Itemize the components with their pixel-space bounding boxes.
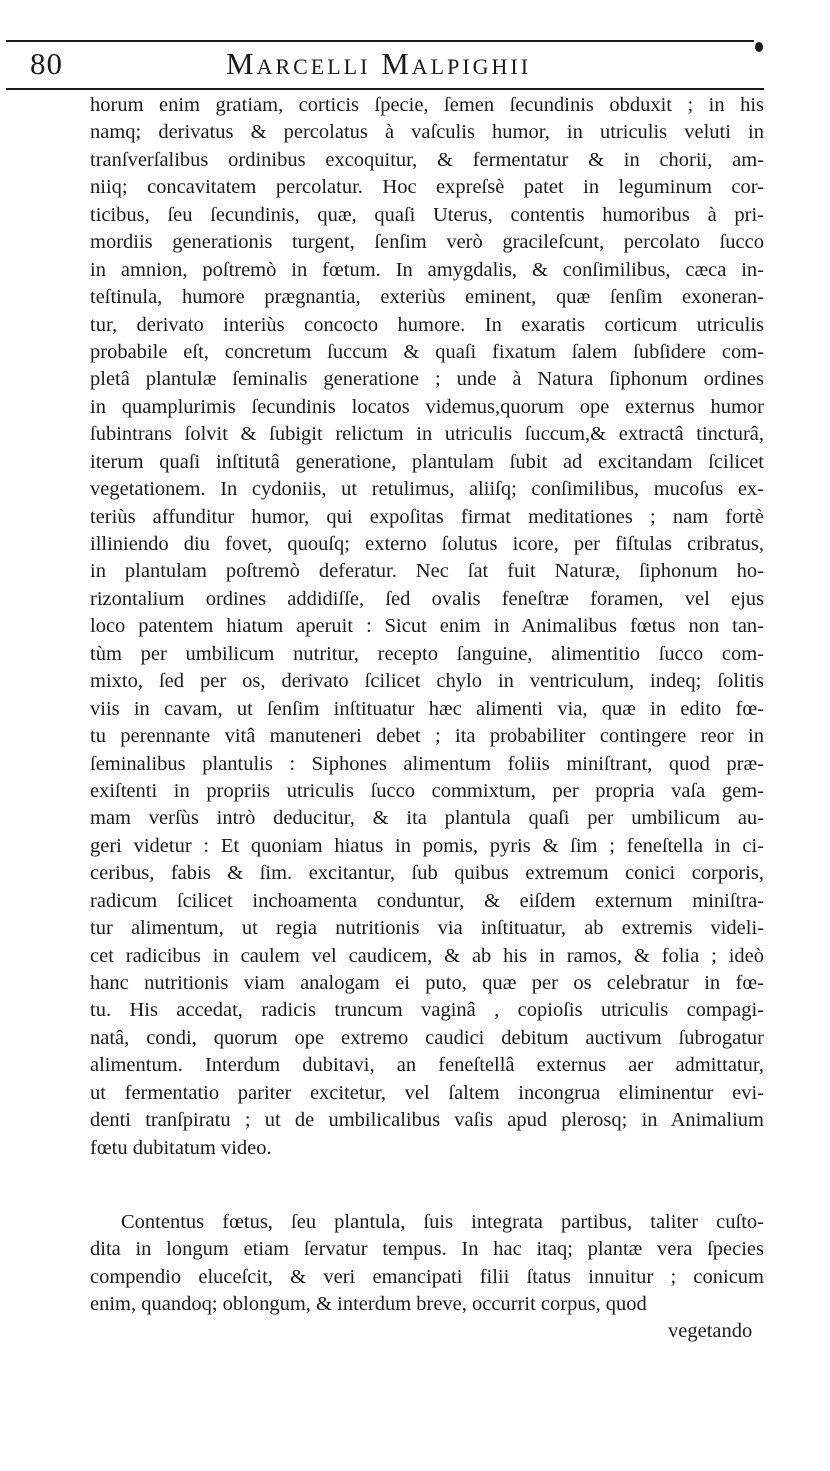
text-line: ſubintrans ſolvit & ſubigit relictum in utriculis ſuccum,& extractâ tincturâ, xyxy=(90,423,764,446)
ink-spot xyxy=(755,42,763,52)
text-line: in plantulam poſtremò deferatur. Nec ſat fuit Naturæ, ſiphonum ho- xyxy=(90,560,764,583)
text-line: tu perennante vitâ manuteneri debet ; ita probabiliter contingere reor in xyxy=(90,725,764,748)
text-line: mam verſùs intrò deducitur, & ita plantula quaſi per umbilicum au- xyxy=(90,807,764,830)
text-line: illiniendo diu fovet, quouſq; externo ſolutus icore, per fiſtulas cribratus, xyxy=(90,533,764,555)
text-line: in amnion, poſtremò in fœtum. In amygdalis, & conſimilibus, cæca in- xyxy=(90,258,764,281)
text-line: mordiis generationis turgent, ſenſim verò gracileſcunt, percolato ſucco xyxy=(90,231,764,254)
running-head: Marcelli Malpighii xyxy=(226,46,532,81)
text-line: geri videtur : Et quoniam hiatus in pomis, pyris & ſim ; feneſtella in ci- xyxy=(90,834,764,857)
text-line: tur alimentum, ut regia nutritionis via inſtituatur, ab extremis videli- xyxy=(90,917,764,940)
text-line: fœtu dubitatum video. xyxy=(90,1136,272,1159)
text-line: ſeminalibus plantulis : Siphones alimentum foliis miniſtrant, quod præ- xyxy=(90,752,764,775)
text-line: cet radicibus in caulem vel caudicem, & ab his in ramos, & folia ; ideò xyxy=(90,944,764,967)
text-line: horum enim gratiam, corticis ſpecie, ſemen ſecundinis obduxit ; in his xyxy=(90,94,764,116)
text-line: tùm per umbilicum nutritur, recepto ſanguine, alimentitio ſucco com- xyxy=(90,642,764,665)
header-rule-top xyxy=(6,40,754,42)
text-line: pletâ plantulæ ſeminalis generatione ; unde à Natura ſiphonum ordines xyxy=(90,368,764,391)
text-line: Contentus fœtus, ſeu plantula, ſuis integrata partibus, taliter cuſto- xyxy=(121,1211,764,1233)
text-line: viis in cavam, ut ſenſim inſtituatur hæc alimenti via, quæ in edito fœ- xyxy=(90,697,764,720)
text-line: namq; derivatus & percolatus à vaſculis humor, in utriculis veluti in xyxy=(90,121,764,144)
paragraph-1 xyxy=(90,92,764,1162)
text-line: ceribus, fabis & ſim. excitantur, ſub quibus extremum conici corporis, xyxy=(90,862,764,885)
text-line: dita in longum etiam ſervatur tempus. In hac itaq; plantæ vera ſpecies xyxy=(90,1238,764,1261)
text-line: iterum quaſi inſtitutâ generatione, plantulam ſubit ad excitandam ſcilicet xyxy=(90,450,764,473)
text-line: compendio eluceſcit, & veri emancipati filii ſtatus innuitur ; conicum xyxy=(90,1265,764,1288)
text-line: ut fermentatio pariter excitetur, vel ſaltem incongrua eliminentur evi- xyxy=(90,1081,764,1104)
text-line: probabile eſt, concretum ſuccum & quaſi fixatum ſalem ſubſidere com- xyxy=(90,340,764,363)
text-line: natâ, condi, quorum ope extremo caudici debitum auctivum ſubrogatur xyxy=(90,1026,764,1049)
text-line: enim, quandoq; oblongum, & interdum breve, occurrit corpus, quod xyxy=(90,1293,647,1316)
text-line: tranſverſalibus ordinibus excoquitur, & fermentatur & in chorii, am- xyxy=(90,148,764,171)
header-rule-bottom xyxy=(6,88,764,90)
text-line: alimentum. Interdum dubitavi, an feneſtellâ externus aer admittatur, xyxy=(90,1054,764,1077)
text-line: rizontalium ordines addidiſſe, ſed ovalis feneſtræ foramen, vel ejus xyxy=(90,587,764,610)
text-line: mixto, ſed per os, derivato ſcilicet chylo in ventriculum, indeq; ſolitis xyxy=(90,670,764,693)
text-line: ticibus, ſeu ſecundinis, quæ, quaſi Uterus, contentis humoribus à pri- xyxy=(90,203,764,226)
paragraph-2 xyxy=(90,1209,764,1319)
text-line: teriùs affunditur humor, qui expoſitas firmat meditationes ; nam fortè xyxy=(90,505,764,528)
text-line: hanc nutritionis viam analogam ei puto, quæ per os celebratur in fœ- xyxy=(90,972,764,994)
text-line: teſtinula, humore prægnantia, exteriùs eminent, quæ ſenſim exoneran- xyxy=(90,286,764,309)
catchword: vegetando xyxy=(668,1320,753,1342)
text-line: tu. His accedat, radicis truncum vaginâ , copioſis utriculis compagi- xyxy=(90,999,764,1022)
text-line: tur, derivato interiùs concocto humore. In exaratis corticum utriculis xyxy=(90,313,764,336)
text-line: exiſtenti in propriis utriculis ſucco commixtum, per propria vaſa gem- xyxy=(90,779,764,802)
text-line: in quamplurimis ſecundinis locatos videmus,quorum ope externus humor xyxy=(90,395,764,418)
page-number: 80 xyxy=(30,46,63,81)
text-line: radicum ſcilicet inchoamenta conduntur, & eiſdem externum miniſtra- xyxy=(90,889,764,912)
text-line: vegetationem. In cydoniis, ut retulimus, aliiſq; conſimilibus, mucoſus ex- xyxy=(90,478,764,501)
text-line: loco patentem hiatum aperuit : Sicut enim in Animalibus fœtus non tan- xyxy=(90,615,764,638)
text-line: denti tranſpiratu ; ut de umbilicalibus vaſis apud plerosq; in Animalium xyxy=(90,1109,764,1132)
text-line: niiq; concavitatem percolatur. Hoc expreſsè patet in leguminum cor- xyxy=(90,176,764,199)
